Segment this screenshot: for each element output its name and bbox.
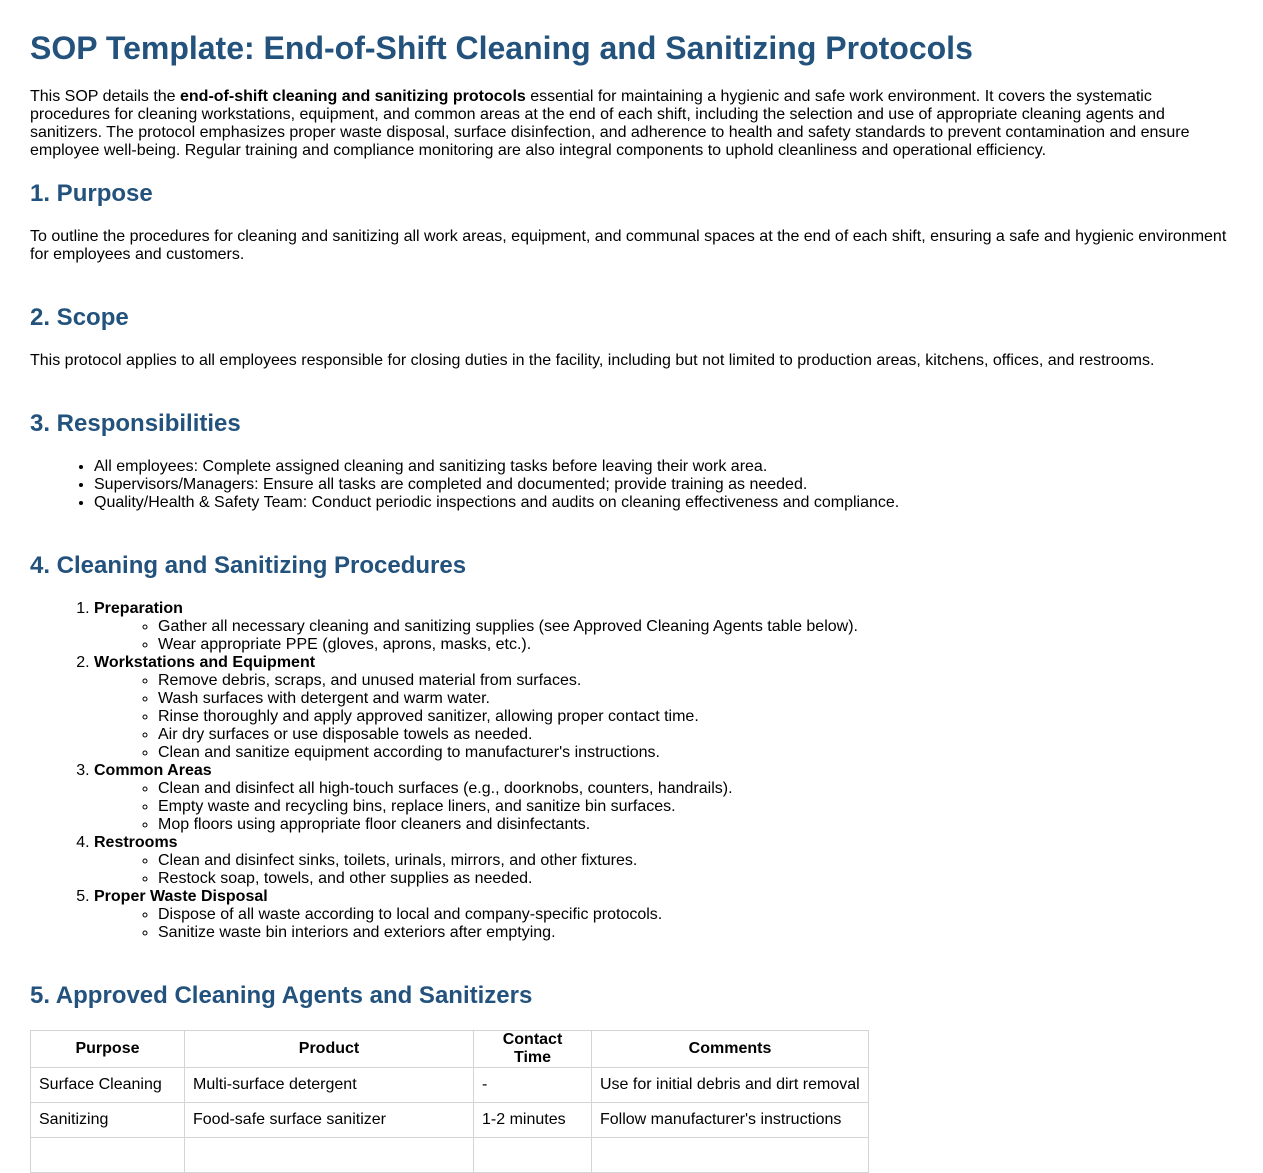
procedure-substeps bbox=[94, 906, 1233, 942]
list-item: ◦ Dispose of all waste according to local and company-specific protocols. bbox=[158, 906, 1233, 924]
column-header: Product bbox=[185, 1031, 474, 1068]
table-cell: Sanitizing bbox=[31, 1103, 185, 1138]
list-item: ◦ Wear appropriate PPE (gloves, aprons, masks, etc.). bbox=[158, 636, 1233, 654]
procedure-substeps bbox=[94, 618, 1233, 654]
agents-heading: 5. Approved Cleaning Agents and Sanitizers bbox=[30, 982, 533, 1009]
procedure-substeps bbox=[94, 780, 1233, 834]
table-cell: Surface Cleaning bbox=[31, 1068, 185, 1103]
table-cell bbox=[31, 1138, 185, 1173]
intro-text-start: This SOP details the bbox=[30, 88, 180, 105]
procedure-substeps bbox=[94, 672, 1233, 762]
procedure-step-title: Restrooms bbox=[94, 834, 178, 851]
list-item: ◦ Empty waste and recycling bins, replace liners, and sanitize bin surfaces. bbox=[158, 798, 1233, 816]
procedures-heading: 4. Cleaning and Sanitizing Procedures bbox=[30, 552, 467, 579]
column-header: Contact Time bbox=[474, 1031, 592, 1068]
table-cell: 1-2 minutes bbox=[474, 1103, 592, 1138]
table-cell: Multi-surface detergent bbox=[185, 1068, 474, 1103]
procedure-step bbox=[94, 888, 1233, 942]
table-header-row bbox=[31, 1031, 869, 1068]
list-item: ◦ Rinse thoroughly and apply approved sanitizer, allowing proper contact time. bbox=[158, 708, 1233, 726]
procedure-step bbox=[94, 600, 1233, 654]
procedure-step bbox=[94, 834, 1233, 888]
procedure-step-title: Proper Waste Disposal bbox=[94, 888, 268, 905]
list-item: ◦ Clean and disinfect sinks, toilets, urinals, mirrors, and other fixtures. bbox=[158, 852, 1233, 870]
agents-table bbox=[30, 1030, 869, 1173]
list-item: ◦ Gather all necessary cleaning and sanitizing supplies (see Approved Cleaning Agents table below). bbox=[158, 618, 1233, 636]
procedure-step-title: Common Areas bbox=[94, 762, 212, 779]
list-item: • All employees: Complete assigned cleaning and sanitizing tasks before leaving their work area. bbox=[94, 458, 1233, 476]
column-header: Comments bbox=[592, 1031, 869, 1068]
list-item: ◦ Wash surfaces with detergent and warm water. bbox=[158, 690, 1233, 708]
list-item: ◦ Air dry surfaces or use disposable towels as needed. bbox=[158, 726, 1233, 744]
table-cell: - bbox=[474, 1068, 592, 1103]
list-item: ◦ Sanitize waste bin interiors and exteriors after emptying. bbox=[158, 924, 1233, 942]
scope-heading: 2. Scope bbox=[30, 304, 129, 331]
list-item: ◦ Restock soap, towels, and other supplies as needed. bbox=[158, 870, 1233, 888]
table-cell: Follow manufacturer's instructions bbox=[592, 1103, 869, 1138]
intro-text-bold: end-of-shift cleaning and sanitizing protocols bbox=[180, 88, 526, 105]
list-item: ◦ Remove debris, scraps, and unused material from surfaces. bbox=[158, 672, 1233, 690]
table-cell bbox=[185, 1138, 474, 1173]
page-title: SOP Template: End-of-Shift Cleaning and Sanitizing Protocols bbox=[30, 30, 973, 66]
responsibilities-heading: 3. Responsibilities bbox=[30, 410, 241, 437]
procedure-substeps bbox=[94, 852, 1233, 888]
list-item: ◦ Clean and disinfect all high-touch surfaces (e.g., doorknobs, counters, handrails). bbox=[158, 780, 1233, 798]
list-item: • Quality/Health & Safety Team: Conduct periodic inspections and audits on cleaning effectiveness and compliance. bbox=[94, 494, 1233, 512]
table-row bbox=[31, 1068, 869, 1103]
intro-paragraph bbox=[30, 88, 1220, 160]
table-cell bbox=[592, 1138, 869, 1173]
list-item: ◦ Mop floors using appropriate floor cleaners and disinfectants. bbox=[158, 816, 1233, 834]
procedure-step-title: Preparation bbox=[94, 600, 183, 617]
table-cell: Use for initial debris and dirt removal bbox=[592, 1068, 869, 1103]
scope-text: This protocol applies to all employees responsible for closing duties in the facility, including but not limited to production areas, kitchens, offices, and restrooms. bbox=[30, 352, 1155, 369]
column-header: Purpose bbox=[31, 1031, 185, 1068]
table-cell bbox=[474, 1138, 592, 1173]
list-item: ◦ Clean and sanitize equipment according to manufacturer's instructions. bbox=[158, 744, 1233, 762]
procedure-step bbox=[94, 654, 1233, 762]
procedure-step bbox=[94, 762, 1233, 834]
table-row bbox=[31, 1103, 869, 1138]
procedures-list bbox=[30, 600, 1233, 942]
table-row bbox=[31, 1138, 869, 1173]
purpose-text: To outline the procedures for cleaning and sanitizing all work areas, equipment, and communal spaces at the end of each shift, ensuring a safe and hygienic environment for employees and customers. bbox=[30, 228, 1227, 263]
procedure-step-title: Workstations and Equipment bbox=[94, 654, 316, 671]
intro-text-end: essential for maintaining a hygienic and safe work environment. It covers the systematic procedures for cleaning workstations, equipment, and common areas at the end of each shift, including the selection and use of appropriate cleaning agents and sanitizers. The protocol emphasizes proper waste disposal, surface disinfection, and adherence to health and safety standards to prevent contamination and ensure employee well-being. Regular training and compliance monitoring are also integral components to uphold cleanliness and operational efficiency. bbox=[30, 88, 1190, 159]
responsibilities-list bbox=[30, 458, 1233, 512]
list-item: • Supervisors/Managers: Ensure all tasks are completed and documented; provide training as needed. bbox=[94, 476, 1233, 494]
purpose-heading: 1. Purpose bbox=[30, 180, 153, 207]
table-cell: Food-safe surface sanitizer bbox=[185, 1103, 474, 1138]
